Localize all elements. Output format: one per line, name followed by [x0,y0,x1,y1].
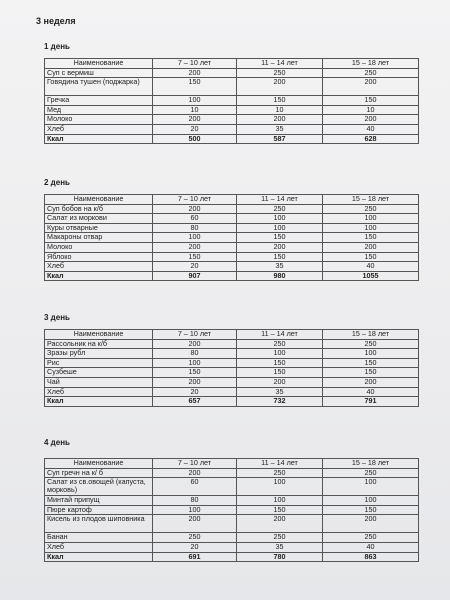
portion-value: 35 [237,124,323,134]
portion-value: 250 [237,468,323,478]
week-title: 3 неделя [36,16,76,26]
portion-value: 150 [237,252,323,262]
col-header-age-15-18: 15 – 18 лет [323,459,419,469]
dish-name: Яблоко [45,252,153,262]
total-value: 780 [237,552,323,562]
table-row [45,496,419,506]
portion-value: 150 [323,368,419,378]
portion-value: 200 [237,242,323,252]
table-row [45,78,419,96]
table-row [45,96,419,106]
portion-value: 150 [237,505,323,515]
portion-value: 200 [153,515,237,533]
portion-value: 200 [153,68,237,78]
portion-value: 80 [153,349,237,359]
portion-value: 250 [323,339,419,349]
portion-value: 150 [323,233,419,243]
day-3-title: 3 день [44,313,70,322]
header-row [45,195,419,205]
portion-value: 100 [237,214,323,224]
portion-value: 200 [323,242,419,252]
col-header-age-11-14: 11 – 14 лет [237,459,323,469]
total-value: 791 [323,397,419,407]
day-2-title: 2 день [44,178,70,187]
table-row [45,515,419,533]
table-row [45,233,419,243]
dish-name: Хлеб [45,542,153,552]
table-row [45,533,419,543]
portion-value: 100 [237,496,323,506]
col-header-age-7-10: 7 – 10 лет [153,195,237,205]
total-row [45,271,419,281]
portion-value: 150 [323,358,419,368]
dish-name: Хлеб [45,262,153,272]
portion-value: 100 [237,478,323,496]
col-header-age-7-10: 7 – 10 лет [153,459,237,469]
dish-name: Суп гречн на к/ б [45,468,153,478]
portion-value: 100 [153,233,237,243]
portion-value: 35 [237,262,323,272]
portion-value: 250 [323,68,419,78]
total-value: 732 [237,397,323,407]
total-value: 691 [153,552,237,562]
total-value: 628 [323,134,419,144]
table-row [45,478,419,496]
table-row [45,115,419,125]
dish-name: Банан [45,533,153,543]
portion-value: 100 [237,223,323,233]
portion-value: 200 [237,377,323,387]
day-1-table [44,58,419,144]
portion-value: 250 [153,533,237,543]
portion-value: 10 [237,105,323,115]
table-row [45,505,419,515]
portion-value: 40 [323,124,419,134]
portion-value: 35 [237,542,323,552]
portion-value: 200 [153,115,237,125]
portion-value: 150 [323,96,419,106]
table-row [45,387,419,397]
total-label: Ккал [45,552,153,562]
col-header-age-7-10: 7 – 10 лет [153,59,237,69]
portion-value: 150 [323,505,419,515]
portion-value: 100 [153,96,237,106]
portion-value: 80 [153,223,237,233]
day-2-table [44,194,419,281]
table-row [45,358,419,368]
dish-name: Хлеб [45,387,153,397]
portion-value: 150 [153,368,237,378]
total-value: 980 [237,271,323,281]
portion-value: 200 [153,242,237,252]
portion-value: 250 [237,204,323,214]
table-row [45,262,419,272]
col-header-age-15-18: 15 – 18 лет [323,59,419,69]
total-value: 1055 [323,271,419,281]
header-row [45,59,419,69]
col-header-age-15-18: 15 – 18 лет [323,195,419,205]
portion-value: 200 [153,339,237,349]
portion-value: 200 [153,468,237,478]
portion-value: 150 [323,252,419,262]
total-row [45,552,419,562]
portion-value: 35 [237,387,323,397]
col-header-age-11-14: 11 – 14 лет [237,330,323,340]
portion-value: 60 [153,214,237,224]
header-row [45,459,419,469]
total-value: 500 [153,134,237,144]
table-row [45,204,419,214]
dish-name: Чай [45,377,153,387]
portion-value: 200 [153,204,237,214]
table-row [45,105,419,115]
col-header-name: Наименование [45,195,153,205]
dish-name: Мед [45,105,153,115]
portion-value: 250 [323,468,419,478]
table-row [45,124,419,134]
total-label: Ккал [45,134,153,144]
portion-value: 20 [153,262,237,272]
dish-name: Суп бобов на к/б [45,204,153,214]
portion-value: 100 [323,496,419,506]
dish-name: Говядина тушен (поджарка) [45,78,153,96]
portion-value: 10 [153,105,237,115]
total-label: Ккал [45,397,153,407]
table-row [45,252,419,262]
col-header-age-7-10: 7 – 10 лет [153,330,237,340]
portion-value: 100 [323,478,419,496]
portion-value: 150 [237,96,323,106]
dish-name: Молоко [45,115,153,125]
col-header-age-11-14: 11 – 14 лет [237,195,323,205]
portion-value: 200 [237,78,323,96]
table-row [45,542,419,552]
portion-value: 80 [153,496,237,506]
portion-value: 20 [153,387,237,397]
portion-value: 40 [323,387,419,397]
dish-name: Кисель из плодов шиповника [45,515,153,533]
portion-value: 20 [153,542,237,552]
portion-value: 40 [323,542,419,552]
portion-value: 150 [153,252,237,262]
total-value: 907 [153,271,237,281]
portion-value: 100 [323,349,419,359]
dish-name: Минтай припущ [45,496,153,506]
total-value: 657 [153,397,237,407]
dish-name: Молоко [45,242,153,252]
dish-name: Гречка [45,96,153,106]
dish-name: Рассольник на к/б [45,339,153,349]
total-row [45,397,419,407]
portion-value: 40 [323,262,419,272]
total-row [45,134,419,144]
dish-name: Хлеб [45,124,153,134]
dish-name: Салат из моркови [45,214,153,224]
table-row [45,242,419,252]
portion-value: 200 [323,377,419,387]
total-value: 863 [323,552,419,562]
col-header-name: Наименование [45,459,153,469]
total-value: 587 [237,134,323,144]
day-1-title: 1 день [44,42,70,51]
header-row [45,330,419,340]
portion-value: 100 [153,505,237,515]
day-3-table [44,329,419,407]
portion-value: 10 [323,105,419,115]
dish-name: Зразы рубл [45,349,153,359]
portion-value: 100 [237,349,323,359]
portion-value: 100 [323,223,419,233]
dish-name: Куры отварные [45,223,153,233]
portion-value: 200 [323,515,419,533]
dish-name: Сузбеше [45,368,153,378]
portion-value: 250 [237,533,323,543]
table-row [45,368,419,378]
dish-name: Пюре картоф [45,505,153,515]
portion-value: 250 [237,339,323,349]
portion-value: 20 [153,124,237,134]
portion-value: 250 [323,533,419,543]
col-header-age-11-14: 11 – 14 лет [237,59,323,69]
table-row [45,339,419,349]
total-label: Ккал [45,271,153,281]
portion-value: 200 [237,115,323,125]
portion-value: 200 [237,515,323,533]
portion-value: 250 [323,204,419,214]
table-row [45,377,419,387]
portion-value: 100 [323,214,419,224]
portion-value: 200 [323,115,419,125]
portion-value: 60 [153,478,237,496]
dish-name: Салат из св.овощей (капуста, морковь) [45,478,153,496]
table-row [45,223,419,233]
portion-value: 150 [237,358,323,368]
dish-name: Суп с вермиш [45,68,153,78]
dish-name: Рис [45,358,153,368]
portion-value: 150 [153,78,237,96]
day-4-table [44,458,419,562]
col-header-name: Наименование [45,59,153,69]
portion-value: 150 [237,368,323,378]
col-header-age-15-18: 15 – 18 лет [323,330,419,340]
table-row [45,68,419,78]
portion-value: 100 [153,358,237,368]
portion-value: 150 [237,233,323,243]
table-row [45,214,419,224]
dish-name: Макароны отвар [45,233,153,243]
day-4-title: 4 день [44,438,70,447]
table-row [45,468,419,478]
portion-value: 200 [323,78,419,96]
portion-value: 250 [237,68,323,78]
col-header-name: Наименование [45,330,153,340]
portion-value: 200 [153,377,237,387]
table-row [45,349,419,359]
